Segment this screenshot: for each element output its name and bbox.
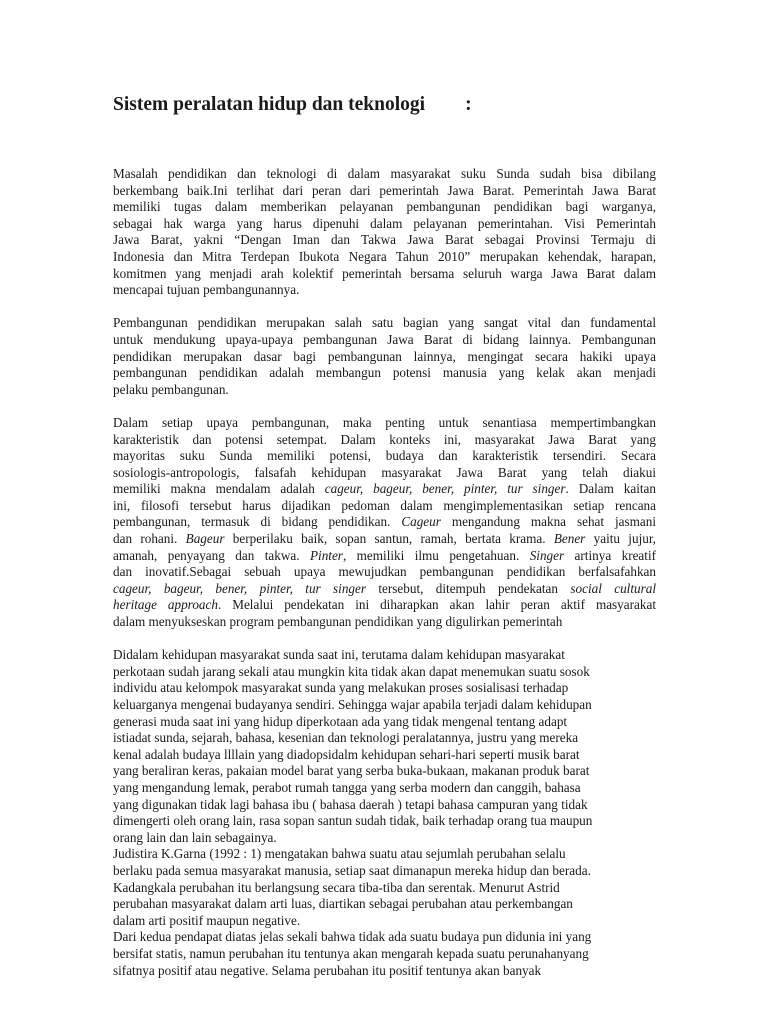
p2-line: Pembangunan pendidikan merupakan salah satu bagian yang sangat vital dan fundamental — [113, 315, 656, 331]
p4-line: perkotaan sudah jarang sekali atau mungkin kita tidak akan dapat menemukan suatu sosok — [113, 663, 590, 679]
paragraph-3-line — [113, 548, 656, 565]
text-run: , memiliki ilmu pengetahuan. — [342, 547, 530, 563]
document-title — [113, 92, 673, 118]
italic-text-run: Bener — [553, 531, 586, 547]
text-run: . Dalam kaitan — [565, 481, 657, 497]
paragraph-3 — [113, 415, 656, 631]
paragraph-3-line: karakteristik dan potensi setempat. Dalam konteks ini, masyarakat Jawa Barat yang — [113, 431, 656, 447]
text-run: tersebut, ditempuh pendekatan — [366, 580, 571, 596]
paragraph-3-line: dalam menyukseskan program pembangunan pendidikan yang digulirkan pemerintah — [113, 614, 563, 630]
text-run: dan rohani. — [113, 531, 186, 547]
paragraph-3-line: sosiologis-antropologis, falsafah kehidupan masyarakat Jawa Barat yang telah diakui — [113, 464, 656, 480]
paragraph-3-line: Dalam setiap upaya pembangunan, maka penting untuk senantiasa mempertimbangkan — [113, 414, 656, 430]
p1-line: Jawa Barat, yakni “Dengan Iman dan Takwa Jawa Barat sebagai Provinsi Termaju di — [113, 232, 656, 248]
paragraph-3-line — [113, 597, 656, 614]
p4-line: orang lain dan lain sebagainya. — [113, 829, 277, 845]
p4-line: Kadangkala perubahan itu berlangsung secara tiba-tiba dan serentak. Menurut Astrid — [113, 879, 560, 895]
p4-line: Judistira K.Garna (1992 : 1) mengatakan bahwa suatu atau sejumlah perubahan selalu — [113, 846, 566, 862]
paragraph-3-line: ini, filosofi tersebut harus dijadikan pedoman dalam mengimplementasikan setiap rencana — [113, 497, 656, 513]
p4-line: dimengerti oleh orang lain, rasa sopan santun sudah tidak, baik terhadap orang tua maupun — [113, 813, 593, 829]
p1-line: komitmen yang menjadi arah kolektif pemerintah bersama seluruh warga Jawa Barat dalam — [113, 265, 656, 281]
text-run: artinya kreatif — [564, 547, 657, 563]
p4-line: individu atau kelompok masyarakat sunda yang melakukan proses sosialisasi terhadap — [113, 680, 569, 696]
text-run: memiliki makna mendalam adalah — [113, 481, 325, 497]
p4-line: dalam arti positif maupun negative. — [113, 912, 301, 928]
p4-line: yang mengandung lemak, perabot rumah tangga yang serba modern dan canggih, bahasa — [113, 779, 581, 795]
p4-line: generasi muda saat ini yang hidup diperkotaan ada yang tidak mengenal tentang adapt — [113, 713, 568, 729]
p4-line: sifatnya positif atau negative. Selama perubahan itu positif tentunya akan banyak — [113, 962, 542, 978]
paragraph-3-line: dan inovatif.Sebagai sebuah upaya mewujudkan pembangunan pendidikan berfalsafahkan — [113, 564, 656, 580]
text-run: . Melalui pendekatan ini diharapkan akan lahir peran aktif masyarakat — [217, 597, 656, 613]
paragraph-4 — [113, 647, 656, 979]
p4-line: keluarganya mengenai budayanya sendiri. Sehingga wajar apabila terjadi dalam kehidupan — [113, 697, 592, 712]
text-run: pembangunan, termasuk di bidang pendidikan. — [113, 514, 402, 530]
italic-text-run: Cageur — [401, 514, 441, 530]
paragraph-3-line: mayoritas suku Sunda memiliki potensi, budaya dan karakteristik tersendiri. Secara — [113, 448, 656, 464]
p2-line: untuk mendukung upaya-upaya pembangunan Jawa Barat di bidang lainnya. Pembangunan — [113, 331, 656, 347]
paragraph-1 — [113, 166, 656, 299]
italic-text-run: Singer — [529, 547, 565, 563]
italic-text-run: Pinter — [309, 547, 343, 563]
p4-line: Dari kedua pendapat diatas jelas sekali bahwa tidak ada suatu budaya pun didunia ini yang — [113, 929, 592, 945]
paragraph-2 — [113, 315, 656, 398]
p4-line: istiadat sunda, sejarah, bahasa, kesenian dan teknologi peralatannya, justru yang mereka — [113, 730, 579, 746]
italic-text-run: Bageur — [185, 531, 225, 547]
p4-line: Didalam kehidupan masyarakat sunda saat ini, terutama dalam kehidupan masyarakat — [113, 647, 565, 663]
p2-line: pendidikan merupakan dasar bagi pembangunan lainnya, mengingat secara hakiki upaya — [113, 348, 656, 364]
p4-line: kenal adalah budaya llllain yang diadopsidalm kehidupan sehari-hari seperti musik barat — [113, 746, 580, 762]
p1-line: Indonesia dan Mitra Terdepan Ibukota Negara Tahun 2010” merupakan kehendak, harapan, — [113, 248, 656, 264]
p1-line: memiliki tugas dalam memberikan pelayanan pembangunan pendidikan bagi warganya, — [113, 199, 656, 215]
title-colon: : — [465, 94, 472, 115]
text-run: amanah, penyayang dan takwa. — [113, 547, 310, 563]
text-run: yaitu jujur, — [585, 531, 656, 547]
p4-line: bersifat statis, namun perubahan itu tentunya akan mengarah kepada suatu perunahanyang — [113, 945, 589, 961]
italic-text-run: heritage approach — [113, 597, 218, 613]
italic-text-run: cageur, bageur, bener, pinter, tur singer — [324, 481, 566, 497]
document-body — [113, 166, 656, 979]
p2-line: pelaku pembangunan. — [113, 381, 229, 397]
p1-line: berkembang baik.Ini terlihat dari peran dari pemerintah Jawa Barat. Pemerintah Jawa Barat — [113, 182, 656, 198]
title-text: Sistem peralatan hidup dan teknologi — [113, 94, 426, 115]
p1-line: mencapai tujuan pembangunannya. — [113, 282, 300, 298]
p1-line: Masalah pendidikan dan teknologi di dalam masyarakat suku Sunda sudah bisa dibilang — [113, 166, 656, 181]
text-run: mengandung makna sehat jasmani — [440, 514, 657, 530]
paragraph-3-line — [113, 481, 656, 498]
p4-line: perubahan masyarakat dalam arti luas, diartikan sebagai perubahan atau perkembangan — [113, 896, 573, 912]
p4-line: berlaku pada semua masyarakat manusia, setiap saat dimanapun mereka hidup dan berada. — [113, 862, 591, 878]
italic-text-run: cageur, bageur, bener, pinter, tur singer — [113, 580, 367, 596]
p1-line: sebagai hak warga yang harus dipenuhi dalam pelayanan pemerintahan. Visi Pemerintah — [113, 215, 656, 231]
text-run: berperilaku baik, sopan santun, ramah, bertata krama. — [224, 531, 554, 547]
paragraph-3-line — [113, 514, 656, 531]
p4-line: yang digunakan tidak lagi bahasa ibu ( bahasa daerah ) tetapi bahasa campuran yang tidak — [113, 796, 588, 812]
paragraph-3-line — [113, 581, 656, 598]
p2-line: pembangunan pendidikan adalah membangun potensi manusia yang kelak akan menjadi — [113, 365, 656, 381]
paragraph-3-line — [113, 531, 656, 548]
italic-text-run: social cultural — [570, 580, 656, 596]
p4-line: yang beraliran keras, pakaian model barat yang serba buka-bukaan, makanan produk barat — [113, 763, 590, 779]
